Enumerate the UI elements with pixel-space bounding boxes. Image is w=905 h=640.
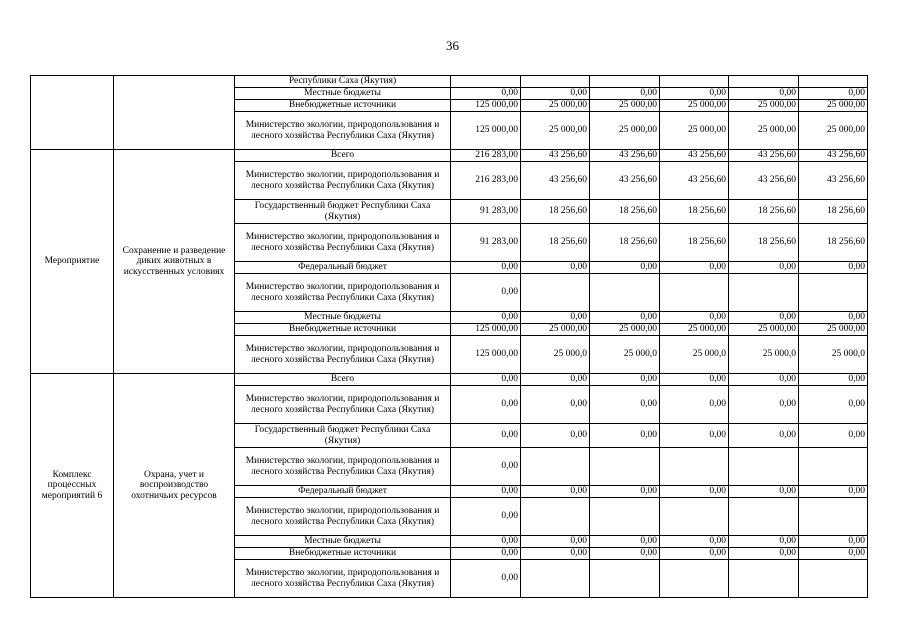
year-amount-cell: 25 000,00 bbox=[799, 112, 868, 150]
year-amount-cell: 0,00 bbox=[521, 374, 590, 386]
table-row bbox=[31, 76, 868, 88]
funding-source-cell: Министерство экологии, природопользования и лесного хозяйства Республики Саха (Якутия) bbox=[235, 448, 451, 486]
year-amount-cell: 0,00 bbox=[590, 536, 660, 548]
funding-source-cell: Местные бюджеты bbox=[235, 312, 451, 324]
funding-source-cell: Государственный бюджет Республики Саха (Якутия) bbox=[235, 424, 451, 448]
year-amount-cell: 25 000,00 bbox=[590, 112, 660, 150]
year-amount-cell: 25 000,00 bbox=[521, 100, 590, 112]
year-amount-cell: 25 000,00 bbox=[590, 100, 660, 112]
year-amount-cell bbox=[799, 76, 868, 88]
year-amount-cell: 25 000,00 bbox=[799, 100, 868, 112]
year-amount-cell: 18 256,60 bbox=[660, 224, 729, 262]
year-amount-cell: 0,00 bbox=[729, 536, 799, 548]
year-amount-cell: 0,00 bbox=[729, 424, 799, 448]
budget-table-body bbox=[31, 76, 868, 598]
year-amount-cell: 25 000,00 bbox=[660, 324, 729, 336]
year-amount-cell: 18 256,60 bbox=[799, 224, 868, 262]
total-amount-cell: 0,00 bbox=[451, 486, 521, 498]
year-amount-cell: 0,00 bbox=[521, 486, 590, 498]
year-amount-cell bbox=[660, 274, 729, 312]
year-amount-cell: 43 256,60 bbox=[590, 150, 660, 162]
year-amount-cell bbox=[799, 274, 868, 312]
total-amount-cell: 125 000,00 bbox=[451, 100, 521, 112]
year-amount-cell: 0,00 bbox=[660, 262, 729, 274]
year-amount-cell bbox=[521, 76, 590, 88]
total-amount-cell: 0,00 bbox=[451, 374, 521, 386]
year-amount-cell: 0,00 bbox=[590, 548, 660, 560]
year-amount-cell: 0,00 bbox=[660, 548, 729, 560]
year-amount-cell bbox=[590, 274, 660, 312]
year-amount-cell: 0,00 bbox=[729, 374, 799, 386]
year-amount-cell bbox=[590, 448, 660, 486]
total-amount-cell: 91 283,00 bbox=[451, 200, 521, 224]
year-amount-cell: 43 256,60 bbox=[660, 162, 729, 200]
funding-source-cell: Государственный бюджет Республики Саха (Якутия) bbox=[235, 200, 451, 224]
total-amount-cell: 0,00 bbox=[451, 498, 521, 536]
year-amount-cell: 25 000,0 bbox=[729, 336, 799, 374]
year-amount-cell: 25 000,00 bbox=[729, 324, 799, 336]
year-amount-cell: 0,00 bbox=[660, 312, 729, 324]
total-amount-cell: 0,00 bbox=[451, 536, 521, 548]
year-amount-cell: 43 256,60 bbox=[799, 150, 868, 162]
year-amount-cell: 18 256,60 bbox=[590, 200, 660, 224]
funding-source-cell: Внебюджетные источники bbox=[235, 100, 451, 112]
year-amount-cell: 0,00 bbox=[660, 386, 729, 424]
funding-source-cell: Министерство экологии, природопользования и лесного хозяйства Республики Саха (Якутия) bbox=[235, 112, 451, 150]
year-amount-cell bbox=[660, 448, 729, 486]
total-amount-cell: 0,00 bbox=[451, 448, 521, 486]
total-amount-cell: 0,00 bbox=[451, 312, 521, 324]
year-amount-cell: 0,00 bbox=[590, 374, 660, 386]
total-amount-cell: 0,00 bbox=[451, 386, 521, 424]
year-amount-cell: 0,00 bbox=[729, 262, 799, 274]
funding-source-cell: Всего bbox=[235, 150, 451, 162]
funding-source-cell: Федеральный бюджет bbox=[235, 486, 451, 498]
year-amount-cell: 0,00 bbox=[660, 424, 729, 448]
year-amount-cell: 43 256,60 bbox=[660, 150, 729, 162]
year-amount-cell: 0,00 bbox=[590, 386, 660, 424]
year-amount-cell: 0,00 bbox=[799, 374, 868, 386]
year-amount-cell: 0,00 bbox=[799, 262, 868, 274]
year-amount-cell: 25 000,0 bbox=[590, 336, 660, 374]
year-amount-cell: 25 000,00 bbox=[660, 100, 729, 112]
funding-source-cell: Федеральный бюджет bbox=[235, 262, 451, 274]
year-amount-cell: 25 000,00 bbox=[521, 324, 590, 336]
year-amount-cell: 0,00 bbox=[729, 312, 799, 324]
year-amount-cell: 0,00 bbox=[521, 312, 590, 324]
year-amount-cell: 25 000,0 bbox=[660, 336, 729, 374]
year-amount-cell: 18 256,60 bbox=[799, 200, 868, 224]
item-name-cell bbox=[114, 76, 235, 150]
table-row bbox=[31, 374, 868, 386]
year-amount-cell: 43 256,60 bbox=[729, 150, 799, 162]
year-amount-cell: 18 256,60 bbox=[729, 200, 799, 224]
year-amount-cell: 43 256,60 bbox=[590, 162, 660, 200]
total-amount-cell: 125 000,00 bbox=[451, 324, 521, 336]
year-amount-cell: 25 000,00 bbox=[729, 100, 799, 112]
year-amount-cell: 25 000,00 bbox=[521, 112, 590, 150]
year-amount-cell bbox=[660, 76, 729, 88]
year-amount-cell: 0,00 bbox=[660, 374, 729, 386]
year-amount-cell: 0,00 bbox=[590, 486, 660, 498]
table-row bbox=[31, 150, 868, 162]
year-amount-cell bbox=[590, 498, 660, 536]
year-amount-cell: 0,00 bbox=[729, 386, 799, 424]
year-amount-cell: 0,00 bbox=[799, 424, 868, 448]
year-amount-cell: 0,00 bbox=[590, 88, 660, 100]
year-amount-cell: 18 256,60 bbox=[590, 224, 660, 262]
year-amount-cell bbox=[729, 560, 799, 598]
year-amount-cell bbox=[799, 448, 868, 486]
funding-source-cell: Министерство экологии, природопользования и лесного хозяйства Республики Саха (Якутия) bbox=[235, 336, 451, 374]
year-amount-cell bbox=[729, 498, 799, 536]
year-amount-cell: 18 256,60 bbox=[660, 200, 729, 224]
year-amount-cell bbox=[590, 560, 660, 598]
total-amount-cell: 216 283,00 bbox=[451, 150, 521, 162]
year-amount-cell bbox=[660, 498, 729, 536]
year-amount-cell bbox=[521, 560, 590, 598]
total-amount-cell: 0,00 bbox=[451, 274, 521, 312]
funding-source-cell: Министерство экологии, природопользования и лесного хозяйства Республики Саха (Якутия) bbox=[235, 560, 451, 598]
year-amount-cell: 0,00 bbox=[521, 386, 590, 424]
item-label-cell: Комплекс процессных мероприятий 6 bbox=[31, 374, 114, 598]
year-amount-cell bbox=[799, 498, 868, 536]
funding-source-cell: Внебюджетные источники bbox=[235, 324, 451, 336]
total-amount-cell: 0,00 bbox=[451, 88, 521, 100]
year-amount-cell: 0,00 bbox=[521, 548, 590, 560]
item-label-cell bbox=[31, 76, 114, 150]
year-amount-cell: 18 256,60 bbox=[521, 200, 590, 224]
year-amount-cell: 0,00 bbox=[590, 312, 660, 324]
year-amount-cell bbox=[521, 498, 590, 536]
total-amount-cell: 0,00 bbox=[451, 560, 521, 598]
year-amount-cell: 0,00 bbox=[799, 88, 868, 100]
funding-source-cell: Всего bbox=[235, 374, 451, 386]
total-amount-cell: 125 000,00 bbox=[451, 112, 521, 150]
total-amount-cell: 216 283,00 bbox=[451, 162, 521, 200]
year-amount-cell: 25 000,0 bbox=[521, 336, 590, 374]
year-amount-cell: 0,00 bbox=[799, 386, 868, 424]
year-amount-cell: 0,00 bbox=[521, 424, 590, 448]
year-amount-cell bbox=[729, 76, 799, 88]
year-amount-cell: 18 256,60 bbox=[729, 224, 799, 262]
page-number: 36 bbox=[446, 38, 459, 53]
year-amount-cell bbox=[590, 76, 660, 88]
year-amount-cell bbox=[660, 560, 729, 598]
year-amount-cell: 0,00 bbox=[799, 486, 868, 498]
year-amount-cell: 0,00 bbox=[729, 486, 799, 498]
total-amount-cell: 0,00 bbox=[451, 548, 521, 560]
funding-source-cell: Министерство экологии, природопользования и лесного хозяйства Республики Саха (Якутия) bbox=[235, 162, 451, 200]
year-amount-cell: 43 256,60 bbox=[521, 162, 590, 200]
year-amount-cell: 0,00 bbox=[799, 536, 868, 548]
year-amount-cell: 25 000,00 bbox=[660, 112, 729, 150]
year-amount-cell bbox=[729, 448, 799, 486]
year-amount-cell: 0,00 bbox=[521, 88, 590, 100]
year-amount-cell: 43 256,60 bbox=[729, 162, 799, 200]
total-amount-cell: 91 283,00 bbox=[451, 224, 521, 262]
year-amount-cell: 43 256,60 bbox=[521, 150, 590, 162]
year-amount-cell bbox=[729, 274, 799, 312]
year-amount-cell: 0,00 bbox=[729, 88, 799, 100]
year-amount-cell: 0,00 bbox=[660, 536, 729, 548]
funding-source-cell: Министерство экологии, природопользования и лесного хозяйства Республики Саха (Якутия) bbox=[235, 498, 451, 536]
funding-source-cell: Местные бюджеты bbox=[235, 536, 451, 548]
year-amount-cell: 0,00 bbox=[729, 548, 799, 560]
budget-table bbox=[30, 75, 868, 598]
year-amount-cell: 18 256,60 bbox=[521, 224, 590, 262]
year-amount-cell: 0,00 bbox=[521, 262, 590, 274]
year-amount-cell: 0,00 bbox=[660, 88, 729, 100]
year-amount-cell: 0,00 bbox=[590, 262, 660, 274]
funding-source-cell: Внебюджетные источники bbox=[235, 548, 451, 560]
item-name-cell: Сохранение и разведение диких животных в искусственных условиях bbox=[114, 150, 235, 374]
year-amount-cell bbox=[521, 274, 590, 312]
year-amount-cell: 0,00 bbox=[660, 486, 729, 498]
funding-source-cell: Местные бюджеты bbox=[235, 88, 451, 100]
total-amount-cell: 125 000,00 bbox=[451, 336, 521, 374]
item-label-cell: Мероприятие bbox=[31, 150, 114, 374]
item-name-cell: Охрана, учет и воспроизводство охотничьих ресурсов bbox=[114, 374, 235, 598]
total-amount-cell: 0,00 bbox=[451, 262, 521, 274]
year-amount-cell: 0,00 bbox=[521, 536, 590, 548]
year-amount-cell: 0,00 bbox=[799, 312, 868, 324]
year-amount-cell: 0,00 bbox=[799, 548, 868, 560]
year-amount-cell: 0,00 bbox=[590, 424, 660, 448]
year-amount-cell bbox=[521, 448, 590, 486]
year-amount-cell: 25 000,0 bbox=[799, 336, 868, 374]
funding-source-cell: Министерство экологии, природопользования и лесного хозяйства Республики Саха (Якутия) bbox=[235, 224, 451, 262]
total-amount-cell bbox=[451, 76, 521, 88]
year-amount-cell: 25 000,00 bbox=[799, 324, 868, 336]
funding-source-cell: Министерство экологии, природопользования и лесного хозяйства Республики Саха (Якутия) bbox=[235, 274, 451, 312]
year-amount-cell: 25 000,00 bbox=[729, 112, 799, 150]
total-amount-cell: 0,00 bbox=[451, 424, 521, 448]
funding-source-cell: Республики Саха (Якутия) bbox=[235, 76, 451, 88]
year-amount-cell: 43 256,60 bbox=[799, 162, 868, 200]
year-amount-cell bbox=[799, 560, 868, 598]
funding-source-cell: Министерство экологии, природопользования и лесного хозяйства Республики Саха (Якутия) bbox=[235, 386, 451, 424]
year-amount-cell: 25 000,00 bbox=[590, 324, 660, 336]
